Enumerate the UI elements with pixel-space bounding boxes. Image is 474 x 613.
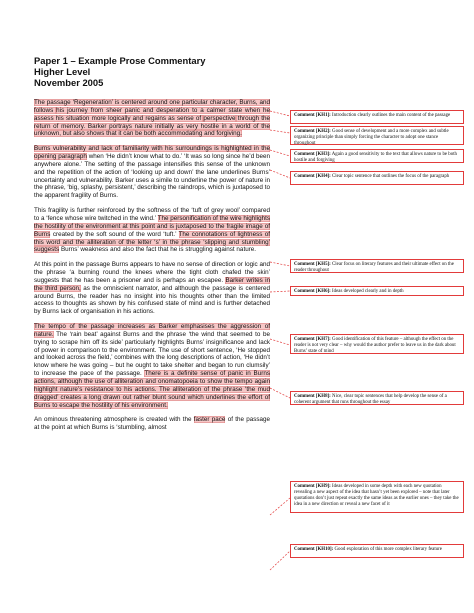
title-line-2: Higher Level [34, 66, 91, 77]
comment-kh8-text: Nice, clear topic sentences that help develop the sense of a coherent argument that runs throughout the essay [294, 394, 447, 405]
comment-kh8[interactable] [290, 391, 464, 405]
comment-kh10-label: Comment [KH10]: [294, 547, 334, 552]
comment-kh5-label: Comment [KH5]: [294, 262, 331, 267]
comment-kh7[interactable] [290, 334, 464, 354]
highlighted-text[interactable]: Burns vulnerability and lack of familiarity with his surroundings is highlighted in the opening paragraph [34, 145, 270, 161]
body-text-run: created by the soft sound of the word ‘tuft.’ [50, 230, 179, 238]
comment-kh6-label: Comment [KH6]: [294, 289, 331, 294]
comment-kh9-label: Comment [KH9]: [294, 484, 331, 489]
body-text-run: when ‘He didn’t know what to do.’ ‘It was so long since he’d been anywhere alone.’ The setting of the passage intensifies this sense of the unknown and the repetition of the action of ‘looking up and down’ the lane underlines Burns’ uncertainty and vulnerability. Barker uses a simile to underline the power of nature in the phrase, ‘big, splashy, persistent,’ describing the raindrops, which is juxtaposed to the apparent fragility of Burns. [34, 153, 271, 200]
highlighted-text[interactable]: perspective [203, 114, 236, 122]
comment-kh7-label: Comment [KH7]: [294, 337, 331, 342]
title-line-1: Paper 1 – Example Prose Commentary [34, 55, 206, 66]
comment-kh2-label: Comment [KH2]: [294, 129, 331, 134]
comment-kh10-text: Good exploration of this more complex literary feature [334, 547, 442, 552]
comment-kh6-text: Ideas developed clearly and in depth [332, 289, 404, 294]
comment-kh1-text: Introduction clearly outlines the main content of the passage [332, 113, 451, 118]
comment-kh7-text: Good identification of this feature – although the effect on the reader is not very clear – why would the author prefer to leave us in the dark about Burns’ state of mind [294, 337, 456, 354]
comment-kh4-label: Comment [KH4]: [294, 174, 331, 179]
comment-kh4[interactable] [290, 171, 464, 185]
comment-kh8-label: Comment [KH8]: [294, 394, 331, 399]
highlighted-text[interactable]: The connotations of lightness of this word and the alliteration of the letter ‘s’ in the phrase ‘slipping and stumbling’ suggests [34, 230, 270, 254]
comment-kh1-label: Comment [KH1]: [294, 113, 331, 118]
highlighted-text[interactable]: Barker writes in the third person, [34, 276, 270, 292]
highlighted-text[interactable]: The tempo of the passage increases as Barker emphasises the aggression of nature. [34, 323, 270, 338]
highlighted-text[interactable]: faster pace [193, 416, 226, 424]
body-text-run: as the omniscient narrator, and although the passage is centered around Burns, the reader has no insight into his thoughts other than the limited access to thoughts as shown by his confused state of mind and is further detached by Burns lack of organisation in his actions. [34, 284, 270, 316]
body-text-run: This fragility is further reinforced by the softness of the ‘tuft of grey wool’ compared to a ‘fence whose wire twitched in the wind.’ [34, 207, 270, 222]
body-text-run: of the passage at the point at which Burns is ‘stumbling, almost [34, 416, 271, 432]
comment-kh6[interactable] [290, 286, 464, 296]
comment-kh1[interactable] [290, 110, 464, 124]
comment-kh2-text: Good sense of development and a more complex and subtle organizing principle than simply forcing the character to adopt one stance throughout [294, 129, 449, 146]
comment-kh9[interactable] [290, 481, 464, 513]
title-line-3: November 2005 [34, 77, 104, 88]
comment-kh3[interactable] [290, 149, 464, 163]
body-text-run: An ominous threatening atmosphere is created with the [34, 416, 194, 424]
highlighted-text[interactable]: The passage ‘Regeneration’ is centered around one particular character, Burns, and follows [34, 99, 270, 114]
highlighted-text[interactable]: There is a definite sense of panic in Burns actions, although the use of alliteration and onomatopoeia to show the tempo again highlight nature’s resistance to his actions. The alliteration of the phrase ‘the mud dragged’ creates a long drawn out rather blunt sound which underlines the effort of Burns to escape the hostility of his environment. [34, 370, 271, 409]
body-text-run: Burns’ weakness and also the fact that he is struggling against nature. [59, 246, 257, 254]
highlighted-text[interactable]: The personification of the wire highlights the hostility of the environment at this point and is juxtaposed to the fragile image of Burns [34, 214, 270, 238]
comment-kh9-text: Ideas developed in some depth with each new quotation revealing a new aspect of the idea that hasn’t yet been explored – note that later quotations don’t just repeat exactly the same ideas as the earlier ones – they take the idea in a new direction or reveal a new facet of it [294, 484, 459, 507]
comment-kh3-label: Comment [KH3]: [294, 152, 331, 157]
comment-kh5-text: Clear focus on literary features and their ultimate effect on the reader throughout [294, 262, 454, 273]
comment-kh10[interactable] [290, 544, 464, 558]
highlighted-text[interactable]: his journey from sheer panic and desperation to a calmer state when he assess his situation more logically and regains as sense of [34, 106, 270, 122]
comment-kh4-text: Clear topic sentence that outlines the focus of the paragraph [332, 174, 450, 179]
highlighted-text[interactable]: through the return of memory. Barker portrays nature initially as very hostile in a world of the unknown, but also shows that it can be both accommodating and forgiving. [34, 114, 270, 138]
body-text-run: The ‘rain beat’ against Burns and the phrase ‘the wind that seemed to be trying to scrape him off its side’ particularly highlights Burns’ insignificance and lack of power in comparison to the environment. The use of short sentence, ‘He stopped and looked across the field,’ combines with the long descriptions of action, ‘He didn’t know where he was going – but he ought to take shelter and began to run clumsily’ to increase the pace of the passage. [34, 330, 270, 378]
comment-kh5[interactable] [290, 259, 464, 273]
body-text-run: At this point in the passage Burns appears to have no sense of direction or logic and the phrase ‘a burning round the knees where the tight cloth chafed the skin’ suggests that he has been a prisoner and is perhaps an escapee. [34, 261, 270, 284]
comment-kh2[interactable] [290, 126, 464, 145]
comment-kh3-text: Again a good sensitivity to the text that allows nature to be both hostile and forgiving [294, 152, 457, 163]
